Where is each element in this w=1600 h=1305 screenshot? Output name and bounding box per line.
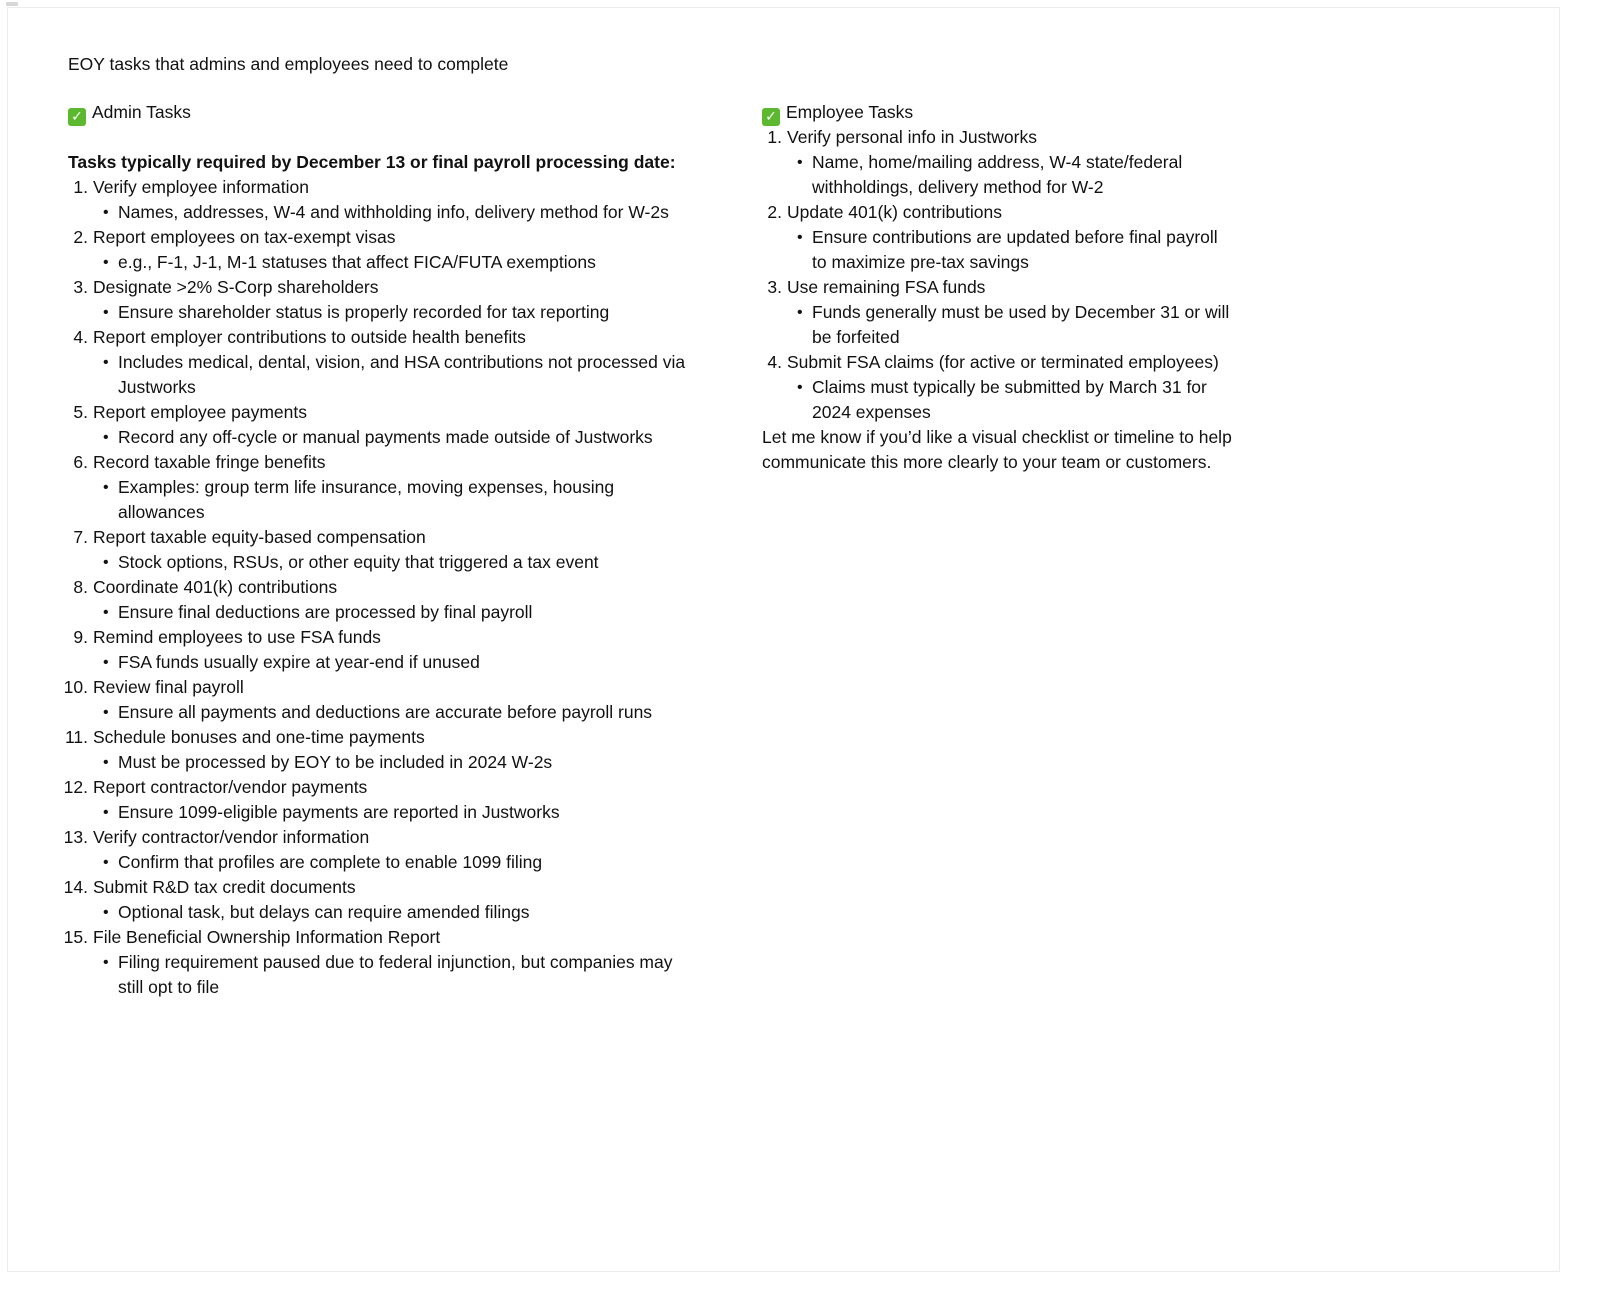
- task-item: [68, 450, 688, 525]
- task-number: 3.: [767, 277, 782, 297]
- task-number: 9.: [73, 627, 88, 647]
- task-detail-text: Includes medical, dental, vision, and HSA contributions not processed via Justworks: [118, 352, 686, 397]
- task-detail-text: Names, addresses, W-4 and withholding info, delivery method for W-2s: [118, 202, 669, 222]
- bullet-icon: •: [103, 704, 109, 721]
- bullet-icon: •: [103, 804, 109, 821]
- task-title: Update 401(k) contributions: [787, 202, 1002, 222]
- task-detail: [93, 200, 688, 225]
- bullet-icon: •: [103, 304, 109, 321]
- task-number: 12.: [63, 777, 88, 797]
- task-title: Schedule bonuses and one-time payments: [93, 727, 425, 747]
- task-detail: [93, 800, 688, 825]
- task-number: 11.: [64, 727, 88, 747]
- task-detail-list: [93, 700, 688, 725]
- task-detail-list: [93, 250, 688, 275]
- bullet-icon: •: [103, 854, 109, 871]
- admin-heading-label: Admin Tasks: [92, 102, 191, 122]
- task-title: Use remaining FSA funds: [787, 277, 986, 297]
- task-item: [762, 125, 1232, 200]
- task-detail: [93, 350, 688, 400]
- task-title: Report taxable equity-based compensation: [93, 527, 426, 547]
- task-detail: [93, 650, 688, 675]
- task-number: 7.: [73, 527, 88, 547]
- employee-tasks-section: [762, 100, 1232, 475]
- check-mark-icon: ✓: [68, 108, 86, 126]
- closing-note: Let me know if you’d like a visual checklist or timeline to help communicate this more clearly to your team or customers.: [762, 427, 1232, 472]
- task-detail: [787, 300, 1232, 350]
- task-detail-list: [93, 200, 688, 225]
- task-detail-list: [93, 300, 688, 325]
- bullet-icon: •: [797, 154, 803, 171]
- task-number: 14.: [63, 877, 88, 897]
- check-mark-icon: ✓: [762, 108, 780, 126]
- task-number: 15.: [63, 927, 88, 947]
- task-detail-text: Stock options, RSUs, or other equity that triggered a tax event: [118, 552, 599, 572]
- bullet-icon: •: [103, 654, 109, 671]
- bullet-icon: •: [103, 254, 109, 271]
- task-detail-text: Confirm that profiles are complete to enable 1099 filing: [118, 852, 543, 872]
- task-title: Report contractor/vendor payments: [93, 777, 368, 797]
- task-item: [68, 400, 688, 450]
- task-detail: [93, 300, 688, 325]
- task-detail-text: Filing requirement paused due to federal injunction, but companies may still opt to file: [118, 952, 673, 997]
- task-detail-list: [93, 850, 688, 875]
- task-item: [68, 325, 688, 400]
- task-item: [68, 275, 688, 325]
- task-title: Verify contractor/vendor information: [93, 827, 370, 847]
- admin-tasks-section: [63, 100, 688, 1000]
- bullet-icon: •: [103, 354, 109, 371]
- task-detail: [93, 425, 688, 450]
- task-detail: [93, 950, 688, 1000]
- task-detail: [787, 375, 1232, 425]
- admin-deadline-subheading: Tasks typically required by December 13 or final payroll processing date:: [68, 152, 676, 172]
- bullet-icon: •: [103, 904, 109, 921]
- task-title: Report employees on tax-exempt visas: [93, 227, 396, 247]
- task-title: Submit FSA claims (for active or terminated employees): [787, 352, 1219, 372]
- task-number: 4.: [767, 352, 782, 372]
- task-title: Verify personal info in Justworks: [787, 127, 1037, 147]
- task-detail: [787, 225, 1232, 275]
- task-detail: [93, 850, 688, 875]
- task-detail-text: Ensure all payments and deductions are accurate before payroll runs: [118, 702, 653, 722]
- task-title: Verify employee information: [93, 177, 309, 197]
- task-number: 2.: [767, 202, 782, 222]
- bullet-icon: •: [103, 604, 109, 621]
- task-detail-list: [787, 225, 1232, 275]
- task-detail-text: Name, home/mailing address, W-4 state/federal withholdings, delivery method for W-2: [812, 152, 1183, 197]
- task-detail-list: [93, 425, 688, 450]
- task-number: 4.: [73, 327, 88, 347]
- task-item: [68, 625, 688, 675]
- task-detail-text: Funds generally must be used by December 31 or will be forfeited: [812, 302, 1230, 347]
- bullet-icon: •: [103, 954, 109, 971]
- bullet-icon: •: [103, 754, 109, 771]
- task-detail-list: [93, 950, 688, 1000]
- task-detail-list: [93, 475, 688, 525]
- bullet-icon: •: [797, 379, 803, 396]
- bullet-icon: •: [103, 429, 109, 446]
- task-item: [63, 675, 688, 725]
- intro-text: EOY tasks that admins and employees need to complete: [68, 54, 509, 74]
- task-number: 6.: [73, 452, 88, 472]
- task-title: Record taxable fringe benefits: [93, 452, 326, 472]
- bullet-icon: •: [797, 229, 803, 246]
- employee-tasks-heading: [762, 100, 1232, 125]
- task-number: 10.: [63, 677, 88, 697]
- task-detail: [93, 600, 688, 625]
- task-detail-text: Ensure shareholder status is properly recorded for tax reporting: [118, 302, 610, 322]
- task-detail-list: [93, 350, 688, 400]
- task-detail-list: [787, 150, 1232, 200]
- task-item: [63, 825, 688, 875]
- task-detail-list: [93, 600, 688, 625]
- task-item: [68, 175, 688, 225]
- corner-thumbnail: [6, 2, 18, 6]
- task-title: Report employer contributions to outside health benefits: [93, 327, 526, 347]
- task-title: Report employee payments: [93, 402, 307, 422]
- task-detail-text: Claims must typically be submitted by March 31 for 2024 expenses: [812, 377, 1207, 422]
- task-detail: [93, 700, 688, 725]
- task-title: Coordinate 401(k) contributions: [93, 577, 338, 597]
- bullet-icon: •: [103, 479, 109, 496]
- admin-task-list: [63, 175, 688, 1000]
- employee-heading-label: Employee Tasks: [786, 102, 914, 122]
- task-detail-text: Ensure contributions are updated before final payroll to maximize pre-tax savings: [812, 227, 1218, 272]
- task-detail-list: [93, 650, 688, 675]
- task-item: [63, 875, 688, 925]
- task-detail-list: [787, 300, 1232, 350]
- task-number: 13.: [63, 827, 88, 847]
- task-number: 5.: [73, 402, 88, 422]
- task-number: 8.: [73, 577, 88, 597]
- task-item: [63, 775, 688, 825]
- task-detail-list: [93, 800, 688, 825]
- task-detail-list: [93, 750, 688, 775]
- task-detail-list: [787, 375, 1232, 425]
- task-item: [762, 350, 1232, 425]
- bullet-icon: •: [103, 554, 109, 571]
- task-detail-text: FSA funds usually expire at year-end if unused: [118, 652, 480, 672]
- task-detail-text: Record any off-cycle or manual payments made outside of Justworks: [118, 427, 653, 447]
- task-detail-text: Ensure final deductions are processed by final payroll: [118, 602, 533, 622]
- task-item: [762, 275, 1232, 350]
- employee-task-list: [762, 125, 1232, 425]
- task-title: Submit R&D tax credit documents: [93, 877, 356, 897]
- task-detail-text: Ensure 1099-eligible payments are reported in Justworks: [118, 802, 560, 822]
- task-item: [68, 575, 688, 625]
- bullet-icon: •: [797, 304, 803, 321]
- task-detail: [93, 750, 688, 775]
- admin-tasks-heading: [68, 100, 688, 125]
- task-detail: [93, 475, 688, 525]
- task-detail-list: [93, 550, 688, 575]
- task-detail-text: Optional task, but delays can require amended filings: [118, 902, 530, 922]
- task-detail: [93, 900, 688, 925]
- task-title: Review final payroll: [93, 677, 244, 697]
- task-title: Remind employees to use FSA funds: [93, 627, 381, 647]
- task-detail: [93, 550, 688, 575]
- task-item: [63, 925, 688, 1000]
- bullet-icon: •: [103, 204, 109, 221]
- task-item: [68, 525, 688, 575]
- task-item: [762, 200, 1232, 275]
- task-detail: [787, 150, 1232, 200]
- task-item: [64, 725, 688, 775]
- task-number: 2.: [73, 227, 88, 247]
- task-number: 1.: [73, 177, 88, 197]
- task-title: Designate >2% S-Corp shareholders: [93, 277, 379, 297]
- task-detail-text: Must be processed by EOY to be included in 2024 W-2s: [118, 752, 553, 772]
- task-title: File Beneficial Ownership Information Report: [93, 927, 441, 947]
- task-detail-text: e.g., F-1, J-1, M-1 statuses that affect FICA/FUTA exemptions: [118, 252, 596, 272]
- task-item: [68, 225, 688, 275]
- task-number: 3.: [73, 277, 88, 297]
- task-detail: [93, 250, 688, 275]
- task-detail-list: [93, 900, 688, 925]
- task-number: 1.: [767, 127, 782, 147]
- task-detail-text: Examples: group term life insurance, moving expenses, housing allowances: [118, 477, 615, 522]
